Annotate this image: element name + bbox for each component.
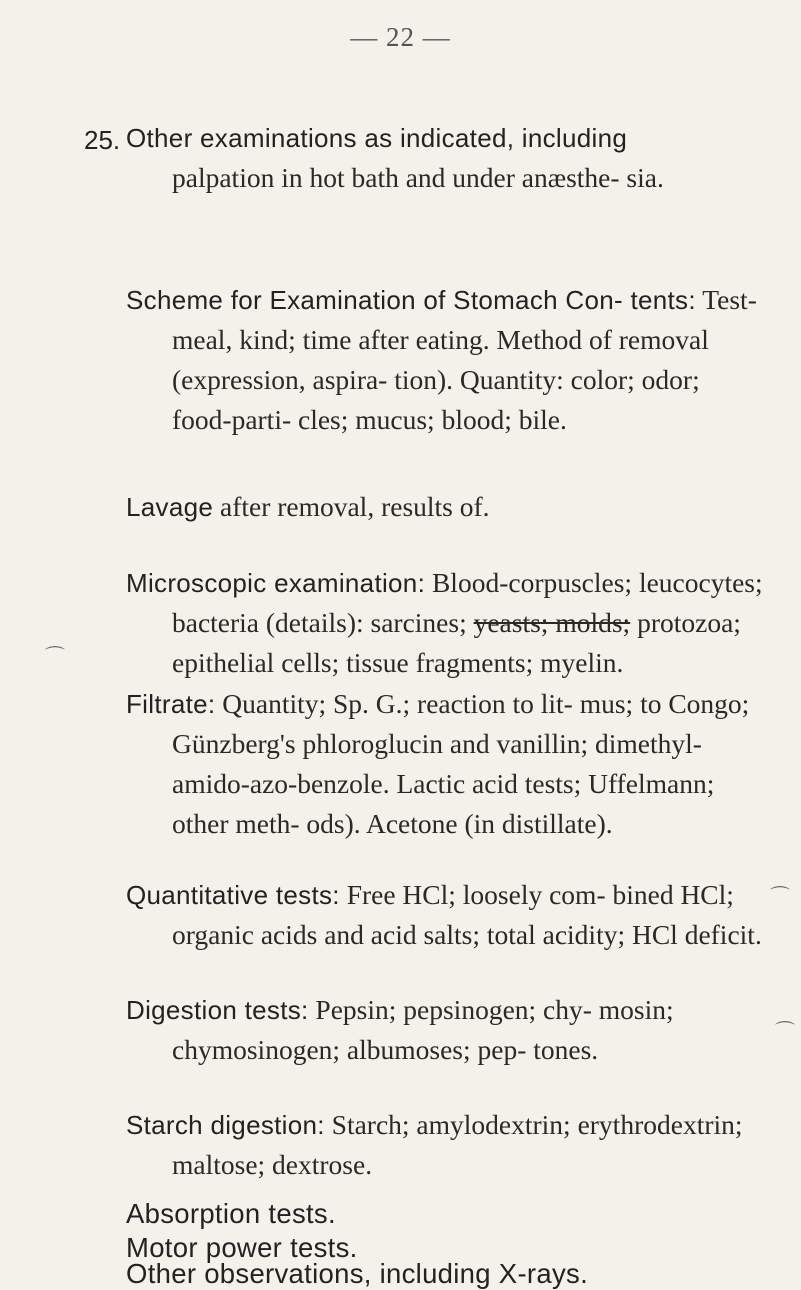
absorption-line: Absorption tests. [126,1198,336,1229]
filtrate-paragraph [126,684,766,844]
digestion-body: Pepsin; pepsinogen; chy- mosin; chymosinogen; albumoses; pep- tones. [172,994,674,1065]
item-number: 25. [84,125,121,155]
filtrate-lead: Filtrate: [126,689,216,719]
lavage-lead: Lavage [126,492,214,522]
microscopic-struck-text: yeasts; molds; [473,607,631,638]
digestion-paragraph [126,990,766,1070]
item-25-lead: Other examinations as indicated, including [126,123,628,153]
digestion-lead: Digestion tests: [126,995,309,1025]
quantitative-body: Free HCl; loosely com- bined HCl; organic acids and acid salts; total acidity; HCl deficit. [172,879,762,950]
quantitative-paragraph [126,875,766,955]
quantitative-lead: Quantitative tests: [126,880,340,910]
filtrate-body: Quantity; Sp. G.; reaction to lit- mus; to Congo; Günzberg's phloroglucin and vanillin; dimethyl-amido-azo-benzole. Lactic acid tests; Uffelmann; other meth- ods). Acetone (in distillate). [172,688,750,839]
margin-mark-icon: ⌒ [45,644,65,668]
starch-body: Starch; amylodextrin; erythrodextrin; maltose; dextrose. [172,1109,743,1180]
scheme-body: Test-meal, kind; time after eating. Method of removal (expression, aspira- tion). Quantity: color; odor; food-parti- cles; mucus; blood; bile. [172,284,757,435]
item-25-body: palpation in hot bath and under anæsthe- sia. [172,162,664,193]
scheme-paragraph [126,280,766,440]
microscopic-lead: Microscopic examination: [126,568,426,598]
lavage-paragraph [126,487,746,527]
page-number: — 22 — [350,22,451,52]
lavage-body: after removal, results of. [219,491,490,522]
scheme-lead: Scheme for Examination of Stomach Con- tents: [126,285,696,315]
starch-lead: Starch digestion: [126,1110,325,1140]
item-25-paragraph [126,118,786,198]
motor-line: Motor power tests. [126,1232,358,1263]
other-observations-line: Other observations, including X-rays. [126,1258,589,1289]
microscopic-paragraph [126,563,766,683]
margin-mark-icon: ⌒ [775,1019,795,1043]
microscopic-body-b: protozoa; epithelial cells; tissue fragments; myelin. [172,607,741,678]
starch-paragraph [126,1105,766,1185]
microscopic-body-a: Blood-corpuscles; leucocytes; bacteria (details): sarcines; [172,567,763,638]
margin-mark-icon: ⌒ [770,884,790,908]
